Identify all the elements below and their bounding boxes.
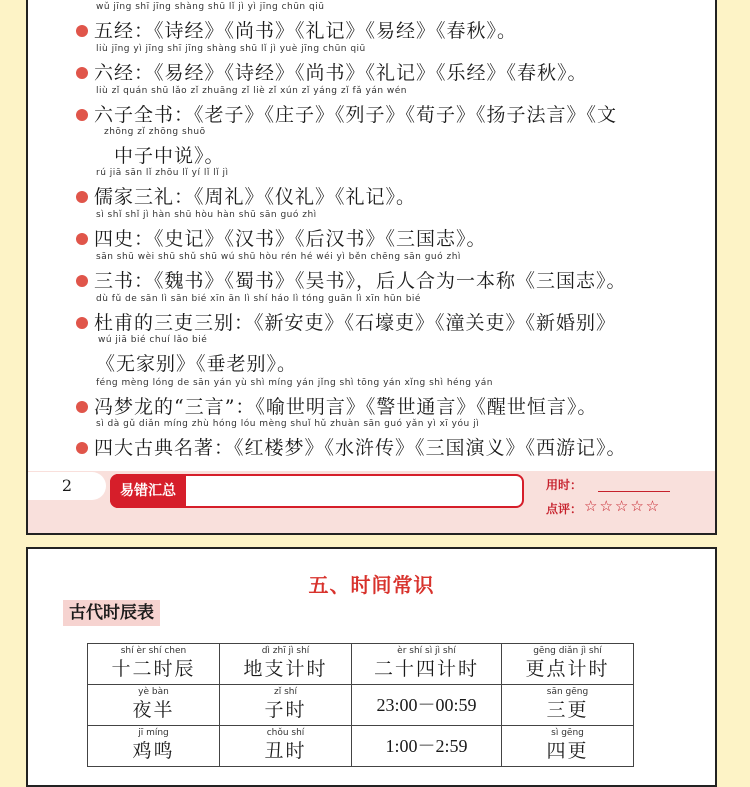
bullet-dot <box>76 67 88 79</box>
text: 六经：《易经》《诗经》《尚书》《礼记》《乐经》《春秋》。 <box>94 62 588 84</box>
pinyin: sān shū wèi shū shǔ shū wú shū hòu rén hé wéi yì běn chēng sān guó zhì <box>96 252 461 262</box>
text: 四更 <box>546 740 589 762</box>
text: 中子中说》。 <box>114 145 225 167</box>
table-header-row <box>88 644 634 685</box>
text: 杜甫的三吏三别：《新安吏》《石壕吏》《潼关吏》《新婚别》 <box>94 312 617 334</box>
hours-table <box>87 643 634 767</box>
bullet-dot <box>76 275 88 287</box>
table-cell <box>88 726 220 767</box>
table-cell <box>220 685 352 726</box>
pinyin: sān gēng <box>546 687 589 697</box>
text: 六子全书：《老子》《庄子》《列子》《荀子》《扬子法言》《文 <box>94 104 618 126</box>
text: 五经：《诗经》《尚书》《礼记》《易经》《春秋》。 <box>94 20 518 42</box>
rating-label: 点评： <box>546 502 583 516</box>
table-cell <box>220 726 352 767</box>
pinyin: zǐ shí <box>274 687 297 697</box>
pinyin: wú jiā bié chuí lǎo bié <box>98 335 208 345</box>
pinyin: wǔ jīng shī jīng shàng shū lǐ jì yì jīng chūn qiū <box>96 2 325 12</box>
pinyin: dì zhī jì shí <box>261 646 310 656</box>
text: 四史：《史记》《汉书》《后汉书》《三国志》。 <box>94 228 487 250</box>
bullet-dot <box>76 25 88 37</box>
text: 鸡鸣 <box>132 740 175 762</box>
table-header-cell <box>502 644 634 685</box>
text: 二十四计时 <box>373 658 479 680</box>
pinyin: féng mèng lóng de sān yán yù shì míng yán jǐng shì tōng yán xǐng shì héng yán <box>96 378 493 388</box>
rating-stars-icon[interactable]: ☆☆☆☆☆ <box>584 497 662 515</box>
text: 三书：《魏书》《蜀书》《吴书》，后人合为一本称《三国志》。 <box>94 270 627 292</box>
pinyin: chǒu shí <box>266 728 305 738</box>
bullet-dot <box>76 233 88 245</box>
table-row <box>88 726 634 767</box>
pinyin: gēng diǎn jì shí <box>533 646 602 656</box>
time-range: 23:00－00:59 <box>376 695 477 715</box>
table-cell <box>352 726 502 767</box>
table-cell <box>502 726 634 767</box>
upper-page <box>26 0 717 535</box>
pinyin: yè bàn <box>138 687 169 697</box>
bullet-dot <box>76 109 88 121</box>
text: 十二时辰 <box>111 658 196 680</box>
text: 地支计时 <box>243 658 328 680</box>
text: 儒家三礼：《周礼》《仪礼》《礼记》。 <box>94 186 417 208</box>
text: 冯梦龙的“三言”：《喻世明言》《警世通言》《醒世恒言》。 <box>94 396 598 418</box>
errors-summary-box[interactable] <box>110 474 524 508</box>
time-range: 1:00－2:59 <box>385 736 468 756</box>
errors-summary-label: 易错汇总 <box>110 474 186 508</box>
lower-page <box>26 547 717 787</box>
table-header-cell <box>352 644 502 685</box>
bullet-dot <box>76 191 88 203</box>
pinyin: sì gēng <box>551 728 584 738</box>
time-used-blank <box>598 491 670 492</box>
bullet-dot <box>76 401 88 413</box>
pinyin: sì shǐ shǐ jì hàn shū hòu hàn shū sān guó zhì <box>96 210 317 220</box>
pinyin: zhōng zǐ zhōng shuō <box>104 127 206 137</box>
time-used-label: 用时： <box>546 478 583 492</box>
pinyin: dù fǔ de sān lì sān bié xīn ān lì shí háo lì tóng guān lì xīn hūn bié <box>96 294 421 304</box>
bullet-dot <box>76 317 88 329</box>
pinyin: èr shí sì jì shí <box>397 646 456 656</box>
pinyin: sì dà gǔ diǎn míng zhù hóng lóu mèng shuǐ hǔ zhuàn sān guó yǎn yì xī yóu jì <box>96 419 480 429</box>
table-cell <box>88 685 220 726</box>
text: 丑时 <box>264 740 307 762</box>
table-cell <box>352 685 502 726</box>
bullet-dot <box>76 442 88 454</box>
table-row <box>88 685 634 726</box>
text: 四大古典名著：《红楼梦》《水浒传》《三国演义》《西游记》。 <box>94 437 627 459</box>
text: 子时 <box>264 699 307 721</box>
pinyin: liù jīng yì jīng shī jīng shàng shū lǐ jì yuè jīng chūn qiū <box>96 44 366 54</box>
subheading: 古代时辰表 <box>63 600 160 626</box>
pinyin: jī míng <box>138 728 169 738</box>
table-header-cell <box>220 644 352 685</box>
pinyin: shí èr shí chen <box>120 646 187 656</box>
table-cell <box>502 685 634 726</box>
table-header-cell <box>88 644 220 685</box>
text: 夜半 <box>132 699 175 721</box>
section-title: 五、时间常识 <box>308 573 435 597</box>
text: 更点计时 <box>525 658 610 680</box>
text: 《无家别》《垂老别》。 <box>96 353 298 375</box>
pinyin: liù zǐ quán shū lǎo zǐ zhuāng zǐ liè zǐ xún zǐ yáng zǐ fǎ yán wén <box>96 86 408 96</box>
page-number: 2 <box>28 472 106 500</box>
pinyin: rú jiā sān lǐ zhōu lǐ yí lǐ lǐ jì <box>96 168 229 178</box>
text: 三更 <box>546 699 589 721</box>
